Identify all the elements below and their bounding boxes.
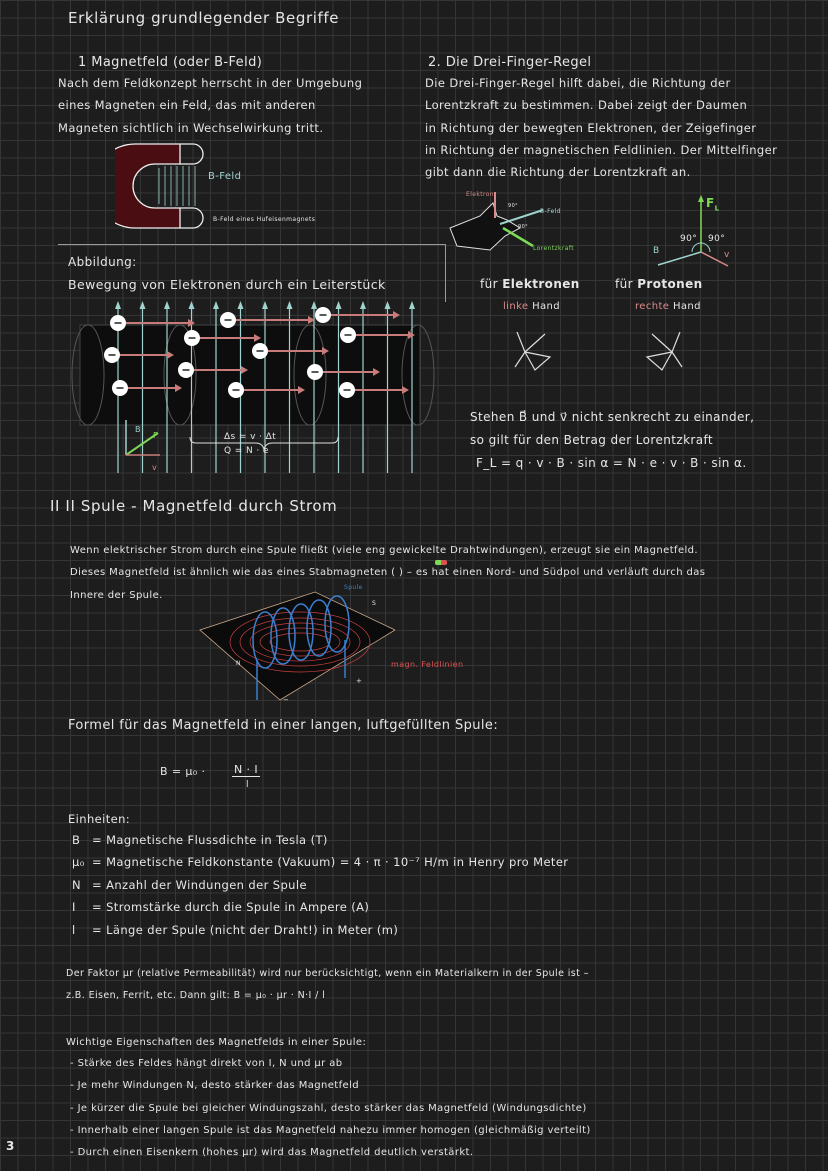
factor-line: z.B. Eisen, Ferrit, etc. Dann gilt: B = μ₀ · μr · N·I / l <box>66 990 326 1001</box>
section2-line: in Richtung der bewegten Elektronen, der Zeigefinger <box>425 121 757 135</box>
axis-angle: 90° <box>680 234 698 244</box>
field-arrow-head <box>140 301 146 309</box>
section1-line: eines Magneten ein Feld, das mit anderen <box>58 98 316 112</box>
delta-s-formula: Δs = v · Δt <box>224 432 277 442</box>
property-item: - Je kürzer die Spule bei gleicher Windungszahl, desto stärker das Magnetfeld (Windungsdichte) <box>70 1103 587 1114</box>
left-hand-icon <box>505 322 560 377</box>
plus-terminal: + <box>356 677 363 685</box>
field-arrow-head <box>336 301 342 309</box>
section3-line: Dieses Magnetfeld ist ähnlich wie das eines Stabmagneten ( ) – es hat einen Nord- und Südpol und verläuft durch das <box>70 567 706 578</box>
figure-title: Bewegung von Elektronen durch ein Leiterstück <box>68 277 386 292</box>
field-lines-label: magn. Feldlinien <box>391 660 464 669</box>
minus-terminal: − <box>283 696 290 704</box>
right-hand-icon <box>637 322 692 377</box>
section2-line: Lorentzkraft zu bestimmen. Dabei zeigt der Daumen <box>425 98 748 112</box>
axis-f-label: $F_L$ <box>706 196 720 213</box>
properties-heading: Wichtige Eigenschaften des Magnetfelds in einer Spule: <box>66 1037 367 1048</box>
electrons-hand: linke Hand <box>503 301 561 312</box>
axis-angle: 90° <box>708 234 726 244</box>
unit-row: μ₀ = Magnetische Feldkonstante (Vakuum) = 4 · π · 10⁻⁷ H/m in Henry pro Meter <box>72 855 569 869</box>
hand-angle: 90° <box>518 224 529 230</box>
section1-heading: 1 Magnetfeld (oder B-Feld) <box>78 55 263 70</box>
field-arrow-head <box>311 301 317 309</box>
magnet-caption: B-Feld eines Hufeisenmagnets <box>213 216 316 223</box>
field-arrow-head <box>409 301 415 309</box>
coil-formula-numerator: N · I <box>234 763 258 776</box>
field-arrow-head <box>189 301 195 309</box>
note-line: Stehen B⃗ und v⃗ nicht senkrecht zu einander, <box>470 410 755 424</box>
unit-row: l = Länge der Spule (nicht der Draht!) in Meter (m) <box>72 923 399 937</box>
axis-v-label: v <box>724 250 730 260</box>
field-arrow-head <box>287 301 293 309</box>
unit-row: I = Stromstärke durch die Spule in Ampere (A) <box>72 900 370 914</box>
force-axes-diagram <box>650 190 750 270</box>
conductor-body <box>80 325 420 425</box>
electrons-label: für Elektronen <box>480 277 580 291</box>
section3-line: Innere der Spule. <box>70 590 163 601</box>
property-item: - Durch einen Eisenkern (hohes μr) wird das Magnetfeld deutlich verstärkt. <box>70 1147 474 1158</box>
lorentz-formula: F_L = q · v · B · sin α = N · e · v · B · sin α. <box>476 456 747 470</box>
section3-line: Wenn elektrischer Strom durch eine Spule fließt (viele eng gewickelte Drahtwindungen), erzeugt sie ein Magnetfeld. <box>70 545 699 556</box>
south-pole-label: S <box>372 600 377 607</box>
property-item: - Innerhalb einer langen Spule ist das Magnetfeld nahezu immer homogen (gleichmäßig verteilt) <box>70 1125 591 1136</box>
vector-b-label: B <box>135 425 141 434</box>
field-arrow-head <box>385 301 391 309</box>
vector-v-label: v <box>152 463 158 472</box>
factor-line: Der Faktor μr (relative Permeabilität) wird nur berücksichtigt, wenn ein Materialkern in der Spule ist – <box>66 968 589 979</box>
section1-line: Nach dem Feldkonzept herrscht in der Umgebung <box>58 76 363 90</box>
field-arrow-head <box>213 301 219 309</box>
protons-hand: rechte Hand <box>635 301 701 312</box>
divider <box>445 244 446 302</box>
north-pole-label: N <box>236 660 241 667</box>
axis-b-label: B <box>653 246 660 256</box>
horseshoe-magnet-icon <box>115 140 210 232</box>
field-arrow-head <box>238 301 244 309</box>
protons-label: für Protonen <box>615 277 703 291</box>
vector-f-label: F <box>153 431 159 440</box>
section2-line: Die Drei-Finger-Regel hilft dabei, die Richtung der <box>425 76 731 90</box>
coil-field-diagram <box>195 590 395 705</box>
field-arrow-head <box>262 301 268 309</box>
field-arrow-head <box>164 301 170 309</box>
b-feld-label: B-Feld <box>208 171 242 182</box>
note-line: so gilt für den Betrag der Lorentzkraft <box>470 433 714 447</box>
section2-line: in Richtung der magnetischen Feldlinien. Der Mittelfinger <box>425 143 778 157</box>
hand-label-elektron: Elektron <box>466 191 494 198</box>
property-item: - Je mehr Windungen N, desto stärker das Magnetfeld <box>70 1080 360 1091</box>
hand-angle: 90° <box>508 203 519 209</box>
section2-heading: 2. Die Drei-Finger-Regel <box>428 55 592 70</box>
section3-heading: II II Spule - Magnetfeld durch Strom <box>50 497 338 515</box>
unit-row: B = Magnetische Flussdichte in Tesla (T) <box>72 833 328 847</box>
unit-row: N = Anzahl der Windungen der Spule <box>72 878 307 892</box>
velocity-arrow-head <box>393 311 400 319</box>
formula-heading: Formel für das Magnetfeld in einer langen, luftgefüllten Spule: <box>68 718 499 733</box>
divider <box>58 244 445 245</box>
page-title: Erklärung grundlegender Begriffe <box>68 9 340 27</box>
hand-label-bfeld: B-Feld <box>540 208 561 215</box>
page-number: 3 <box>6 1139 15 1153</box>
section2-line: gibt dann die Richtung der Lorentzkraft an. <box>425 165 691 179</box>
coil-label: Spule <box>344 584 363 591</box>
bar-magnet-icon <box>435 560 447 565</box>
property-item: - Stärke des Feldes hängt direkt von I, N und μr ab <box>70 1058 343 1069</box>
hand-label-lorentz: Lorentzkraft <box>533 245 575 252</box>
charge-formula: Q = N · e <box>224 446 269 456</box>
field-arrow-head <box>360 301 366 309</box>
section1-line: Magneten sichtlich in Wechselwirkung tritt. <box>58 121 324 135</box>
units-heading: Einheiten: <box>68 812 131 826</box>
coil-formula-denominator: l <box>246 780 249 790</box>
figure-label: Abbildung: <box>68 255 137 269</box>
coil-formula-lhs: B = μ₀ · <box>160 765 206 778</box>
field-arrow-head <box>115 301 121 309</box>
